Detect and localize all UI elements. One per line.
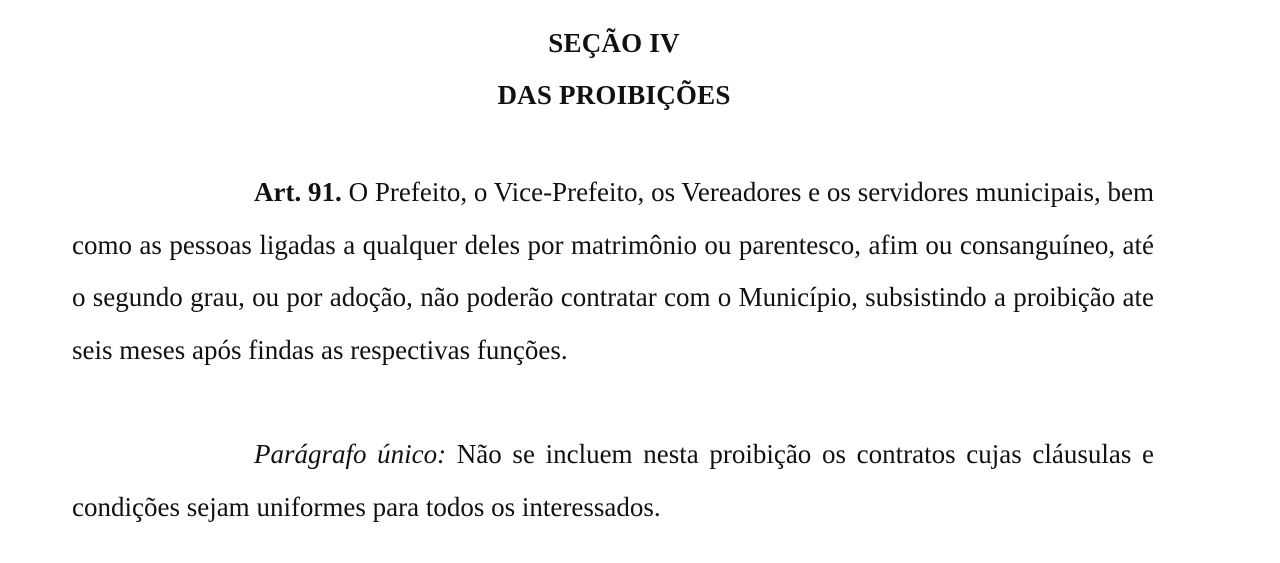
article-text: O Prefeito, o Vice-Prefeito, os Vereadores e os servidores municipais, bem como as pessoas ligadas a qualquer deles por matrimônio ou parentesco, afim ou consanguíneo, até o segundo grau, ou por adoção, não poderão contratar com o Município, subsistindo a proibição ate seis meses após findas as respectivas funções.	[72, 177, 1154, 365]
paragraph-label: Parágrafo único:	[254, 439, 447, 469]
article-91	[72, 166, 1154, 376]
article-label: Art. 91.	[254, 177, 342, 207]
sole-paragraph	[72, 428, 1154, 533]
paragraph-text: Não se incluem nesta proibição os contratos cujas cláusulas e condições sejam uniformes para todos os interessados.	[72, 439, 1154, 522]
section-title: SEÇÃO IV	[548, 28, 680, 58]
section-subtitle: DAS PROIBIÇÕES	[497, 80, 731, 110]
